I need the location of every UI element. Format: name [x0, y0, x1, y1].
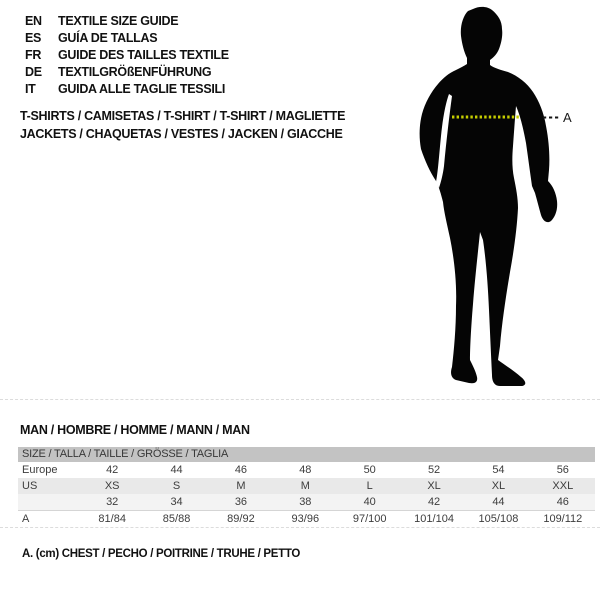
language-code: EN: [25, 14, 42, 28]
table-cell: 36: [234, 496, 248, 508]
table-cell: XL: [427, 480, 441, 492]
table-cell: L: [366, 480, 373, 492]
language-row-es: [25, 30, 229, 47]
language-code: ES: [25, 31, 42, 45]
language-label: GUIDA ALLE TAGLIE TESSILI: [58, 82, 226, 96]
size-table: [18, 447, 595, 527]
table-cell: 52: [427, 464, 441, 476]
table-cell: S: [172, 480, 181, 492]
table-section-title: MAN / HOMBRE / HOMME / MANN / MAN: [20, 423, 250, 437]
language-label: TEXTILGRÖßENFÜHRUNG: [58, 65, 212, 79]
table-cell: XXL: [552, 480, 574, 492]
man-silhouette-svg: [415, 4, 600, 394]
category-line-tshirts: T-SHIRTS / CAMISETAS / T-SHIRT / T-SHIRT / MAGLIETTE: [20, 109, 346, 123]
table-cell: 97/100: [352, 513, 387, 525]
table-cell: XS: [104, 480, 120, 492]
table-cell: M: [300, 480, 310, 492]
category-line-jackets: JACKETS / CHAQUETAS / VESTES / JACKEN / GIACCHE: [20, 127, 343, 141]
table-cell: 48: [299, 464, 312, 476]
language-code: IT: [25, 82, 36, 96]
language-code: DE: [25, 65, 42, 79]
table-cell: M: [236, 480, 246, 492]
table-cell: 34: [170, 496, 183, 508]
man-silhouette-shape: [420, 7, 558, 386]
table-cell: 46: [234, 464, 248, 476]
table-row-chest-cm: [18, 510, 595, 527]
table-cell: XL: [491, 480, 506, 492]
section-divider-bottom: [0, 527, 600, 528]
table-cell: 109/112: [543, 513, 583, 525]
language-guide-list: [25, 13, 229, 98]
table-cell: 54: [492, 464, 505, 476]
language-row-fr: [25, 47, 229, 64]
language-row-de: [25, 64, 229, 81]
table-cell: 44: [170, 464, 183, 476]
table-cell: 44: [492, 496, 505, 508]
row-label: A: [22, 513, 30, 525]
table-row-us: [18, 478, 595, 494]
row-label: US: [22, 480, 38, 492]
language-label: TEXTILE SIZE GUIDE: [58, 14, 179, 28]
measure-label-a: A: [563, 110, 572, 125]
section-divider-top: [0, 399, 600, 400]
table-cell: 32: [106, 496, 119, 508]
language-label: GUIDE DES TAILLES TEXTILE: [58, 48, 229, 62]
row-label: Europe: [22, 464, 58, 476]
table-row-europe: [18, 462, 595, 478]
language-label: GUÍA DE TALLAS: [58, 31, 158, 45]
table-cell: 101/104: [414, 513, 454, 525]
garment-categories: [20, 107, 345, 143]
table-cell: 105/108: [478, 513, 519, 525]
measurement-footnote: A. (cm) CHEST / PECHO / POITRINE / TRUHE / PETTO: [22, 548, 301, 560]
table-cell: 50: [363, 464, 376, 476]
table-row-alt-sizes: [18, 494, 595, 510]
table-cell: 56: [556, 464, 569, 476]
row-label: [18, 494, 80, 510]
language-row-en: [25, 13, 229, 30]
table-cell: 42: [106, 464, 119, 476]
size-table-header: SIZE / TALLA / TAILLE / GRÖSSE / TAGLIA: [18, 447, 595, 462]
table-cell: 42: [427, 496, 441, 508]
table-cell: 38: [299, 496, 312, 508]
table-cell: 46: [556, 496, 569, 508]
table-cell: 40: [363, 496, 376, 508]
man-silhouette-figure: [415, 4, 600, 394]
table-cell: 81/84: [98, 513, 126, 525]
language-code: FR: [25, 48, 42, 62]
table-cell: 93/96: [291, 513, 320, 525]
table-cell: 85/88: [162, 513, 191, 525]
table-cell: 89/92: [227, 513, 255, 525]
language-row-it: [25, 81, 229, 98]
